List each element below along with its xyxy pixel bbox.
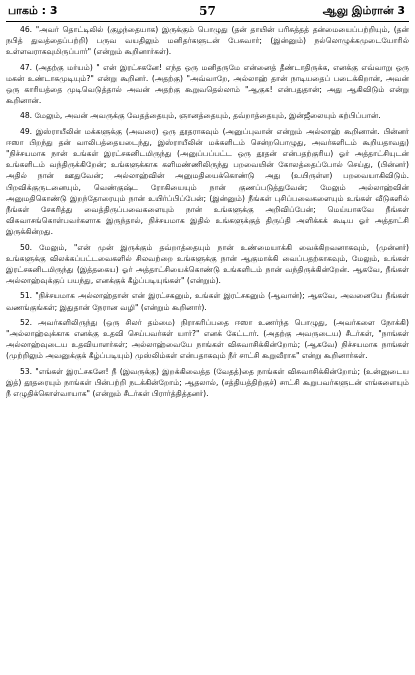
verse-52 xyxy=(6,317,409,362)
verse-text: மேலும், அவன் அவருக்கு வேதத்தையும், ஞானத்தையும், தவ்றாத்தையும், இன்ஜீலையும் கற்பிப்பான். xyxy=(34,111,381,121)
verse-50 xyxy=(6,242,409,287)
verse-text: "நிச்சயமாக அல்லாஹ்தான் என் இரட்சகனும், உங்கள் இரட்சகனும் (ஆவான்); ஆகவே, அவனையே நீங்கள் வணங்குங்கள்; இதுதான் நேரான வழி" (என்றும் கூறினார்). xyxy=(6,291,409,312)
verse-number: 49. xyxy=(20,126,33,136)
verse-text: "அவர் தொட்டிலில் (குழந்தையாக) இருக்கும் பொழுது (தன் தாயின் பரிசுத்தத் தன்மையைப்பற்றியும், (தன் நபித் துவத்தைப்பற்றி) பருவ வயதிலும் மனிதர்களுடன் பேசுவார்; (இன்னும்) நல்லொழுக்கமுடையோரில் உள்ளவராகவுமிருப்பார்" (என்றும் கூறினார்கள்). xyxy=(6,25,409,57)
verse-text: "எங்கள் இரட்சகனே! நீ (இவருக்கு) இறக்கிவைத்த (வேதத்)தை நாங்கள் விசுவாசிக்கின்றோம்; (உன்னுடைய இத்) தூதரையும் நாங்கள் பின்பற்றி நடக்கின்றோம்; ஆதலால், (சத்தியத்திற்குச்) சாட்சி கூறுபவர்களுடன் எங்களையும் நீ எழுதிக்கொள்வாயாக" (என்றும் சீடர்கள் பிரார்த்தித்தனர்). xyxy=(6,366,409,399)
page-number: 57 xyxy=(199,4,216,18)
verse-48 xyxy=(6,110,409,121)
verse-53 xyxy=(6,366,409,400)
page-header xyxy=(6,3,409,19)
verse-number: 52. xyxy=(20,317,33,327)
verse-49 xyxy=(6,126,409,238)
verse-number: 46. xyxy=(20,25,33,34)
verse-46 xyxy=(6,24,409,58)
verse-text: மேலும், "என் முன் இருக்கும் தவ்றாத்தையும் நான் உண்மையாக்கி வைக்கிறவனாகவும், (முன்னர்) உங்களுக்கு விலக்கப்பட்டவைகளில் சிலவற்றை உங்களுக்கு நான் ஆகுமாக்கி வைப்பதற்காகவும், மேலும், உங்கள் இரட்சகனிடமிருந்து (இத்தகைய) ஓர் அத்தாட்சியைக்கொண்டு உங்களிடம் நான் வந்திருக்கின்றேன். ஆகவே, நீங்கள் அல்லாஹ்வுக்குப் பயந்து, எனக்குக் கீழ்ப்படியுங்கள்" (என்றும்). xyxy=(6,242,409,286)
verse-47 xyxy=(6,62,409,107)
verse-text: இஸ்ராயீலின் மக்களுக்கு (அவரை) ஒரு தூதராகவும் (அனுப்புவான் என்றும் அல்லாஹ் கூறினான். பின்னர் ஈஸா பிறந்து தன் வாலிபத்தையடைந்து, இஸ்ராயீலின் மக்களிடம் சென்றபொழுது, அவர்களிடம் கூறியதாவது) "நிச்சயமாக நான் உங்கள் இரட்சகனிடமிருந்து (அனுப்பப்பட்ட ஒரு தூதன் என்பதற்குரிய) ஓர் அத்தாட்சியுடன் உங்களிடம் வந்திருக்கிறேன்; உங்களுக்காக களிமண்ணிலிருந்து பறவையின் கோலத்தைப்போல் செய்து, (பின்னர்) அதில் நான் ஊதுவேன்; அல்லாஹ்வின் அனுமதியைக்கொண்டு அது (உயிருள்ள) பறவையாகிவிடும். பிறவிக்குருடனையும், வெண்குஷ்ட ரோகியையும் நான் குணப்படுத்துவேன்; மேலும் அல்லாஹ்வின் அனுமதிகொண்டு இறந்தோரையும் நான் உயிர்ப்பிப்பேன்; (இன்னும்) நீங்கள் புசிப்பவைகளையும் உங்கள் வீடுகளில் நீங்கள் சேகரித்து வைத்திருப்பவைகளையும் நான் உங்களுக்கு அறிவிப்பேன்; மெய்யாகவே நீங்கள் விசுவாசங்கொள்பவர்களாக இருந்தால், நிச்சயமாக இதில் உங்களுக்குத் திருப்தி அளிக்கக் கூடிய ஓர் அத்தாட்சி இருக்கின்றது. xyxy=(6,126,409,237)
part-label: பாகம் : 3 xyxy=(8,4,58,17)
header-divider xyxy=(6,21,409,22)
verse-text: (அதற்கு மர்யம்) " என் இரட்சகனே! எந்த ஒரு மனிதருமே என்னைத் தீண்டாதிருக்க, எனக்கு எவ்வாறு ஒரு மகன் உண்டாகமுடியும்?" என்று கூறினர். (அதற்கு) "அவ்வாறே, அல்லாஹ் தான் நாடியதைப் படைக்கிறான், அவன் ஒரு காரியத்தை முடிவெடுத்தால் அவன் அதற்கு கூறுவதெல்லாம் "ஆகுக! என்பதுதான்; அது ஆகிவிடும் என்று கூறினான். xyxy=(6,62,409,106)
chapter-title: ஆலு இம்ரான் 3 xyxy=(322,4,405,17)
verse-number: 53. xyxy=(20,366,33,376)
verse-51 xyxy=(6,290,409,312)
page-body xyxy=(6,24,409,673)
verse-number: 51. xyxy=(20,291,33,301)
verse-text: அவர்களிலிருந்து (ஒரு சிலர் தம்மை) நிராகரிப்பதை ஈஸா உணர்ந்த பொழுது, (அவர்களை நோக்கி) "அல்லாஹ்வுக்காக எனக்கு உதவி செய்பவர்கள் யார்?" எனக் கேட்டார். (அதற்கு அவருடைய) சீடர்கள், "நாங்கள் அல்லாஹ்வுடைய உதவியாளர்கள்; அல்லாஹ்வையே நாங்கள் விசுவாசிக்கின்றோம்; (ஆகவே) நிச்சயமாக நாங்கள் (முற்றிலும் அவனுக்குக் கீழ்ப்படியும்) முஸ்லிம்கள் என்பதாகவும் நீர் சாட்சி கூறுவீராக" என்று கூறினார்கள். xyxy=(6,317,409,361)
verse-number: 47. xyxy=(20,62,33,72)
verse-number: 50. xyxy=(20,242,33,252)
verse-number: 48. xyxy=(20,111,33,121)
